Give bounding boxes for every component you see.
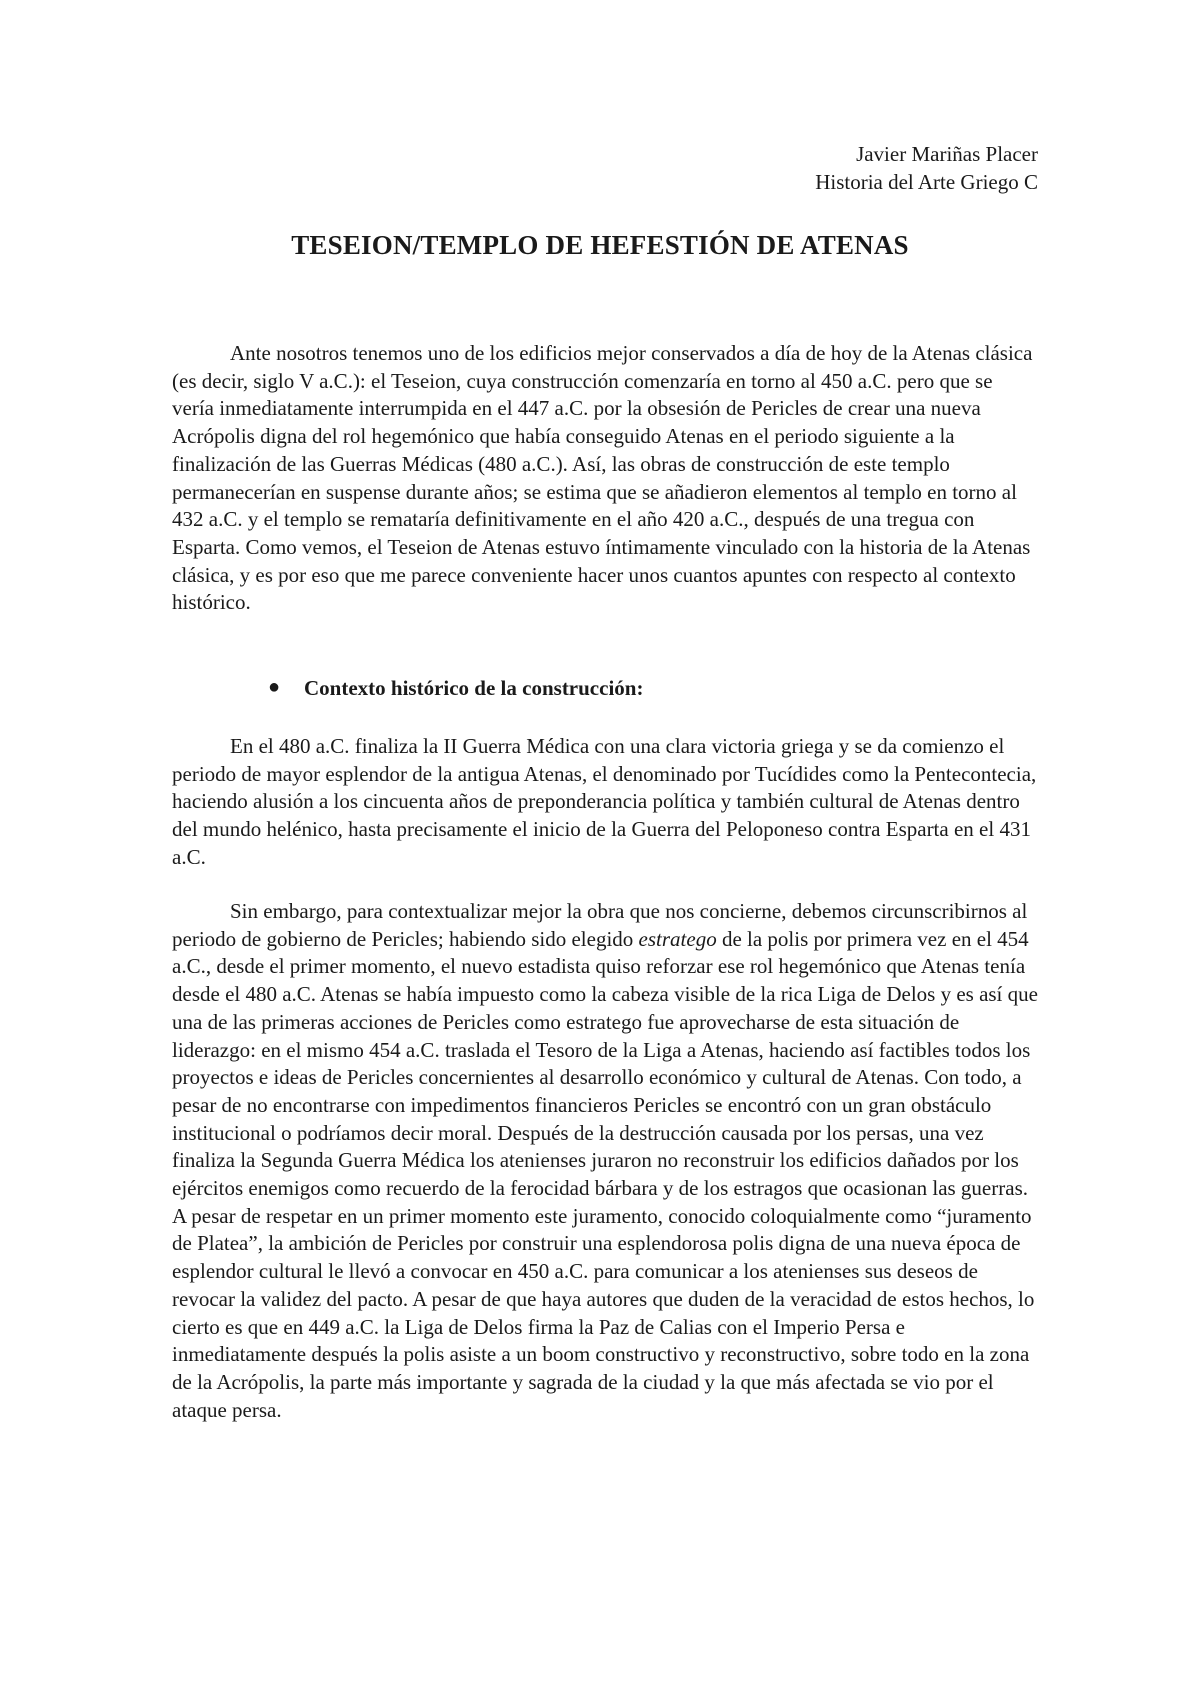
intro-paragraph bbox=[172, 340, 1038, 617]
author-block bbox=[815, 140, 1038, 196]
section-heading: Contexto histórico de la construcción: bbox=[304, 676, 644, 700]
bullet-icon: ● bbox=[268, 676, 281, 698]
context-paragraph-2 bbox=[172, 898, 1038, 1424]
intro-paragraph-text: Ante nosotros tenemos uno de los edificios mejor conservados a día de hoy de la Atenas clásica (es decir, siglo V a.C.): el Teseion, cuya construcción comenzaría en torno al 450 a.C. pero que se vería inmediatamente interrumpida en el 447 a.C. por la obsesión de Pericles de crear una nueva Acrópolis digna del rol hegemónico que había conseguido Atenas en el periodo siguiente a la finalización de las Guerras Médicas (480 a.C.). Así, las obras de construcción de este templo permanecerían en suspense durante años; se estima que se añadieron elementos al templo en torno al 432 a.C. y el templo se remataría definitivamente en el año 420 a.C., después de una tregua con Esparta. Como vemos, el Teseion de Atenas estuvo íntimamente vinculado con la historia de la Atenas clásica, y es por eso que me parece conveniente hacer unos cuantos apuntes con respecto al contexto histórico. bbox=[172, 341, 1033, 615]
document-title: TESEION/TEMPLO DE HEFESTIÓN DE ATENAS bbox=[291, 230, 909, 260]
context-paragraph-1-text: En el 480 a.C. finaliza la II Guerra Médica con una clara victoria griega y se da comienzo el periodo de mayor esplendor de la antigua Atenas, el denominado por Tucídides como la Pentecontecia, haciendo alusión a los cincuenta años de preponderancia política y también cultural de Atenas dentro del mundo helénico, hasta precisamente el inicio de la Guerra del Peloponeso contra Esparta en el 431 a.C. bbox=[172, 734, 1037, 869]
author-name: Javier Mariñas Placer bbox=[856, 142, 1038, 166]
italic-term: estratego bbox=[638, 926, 717, 951]
context-paragraph-1 bbox=[172, 733, 1038, 872]
context-paragraph-2-text-b: de la polis por primera vez en el 454 a.C., desde el primer momento, el nuevo estadista quiso reforzar ese rol hegemónico que Atenas tenía desde el 480 a.C. Atenas se había impuesto como la cabeza visible de la rica Liga de Delos y es así que una de las primeras acciones de Pericles como estratego fue aprovecharse de esta situación de liderazgo: en el mismo 454 a.C. traslada el Tesoro de la Liga a Atenas, haciendo así factibles todos los proyectos e ideas de Pericles concernientes al desarrollo económico y cultural de Atenas. Con todo, a pesar de no encontrarse con impedimentos financieros Pericles se encontró con un gran obstáculo institucional o podríamos decir moral. Después de la destrucción causada por los persas, una vez finaliza la Segunda Guerra Médica los atenienses juraron no reconstruir los edificios dañados por los ejércitos enemigos como recuerdo de la ferocidad bárbara y de los estragos que ocasionan las guerras. A pesar de respetar en un primer momento este juramento, conocido coloquialmente como “juramento de Platea”, la ambición de Pericles por construir una esplendorosa polis digna de una nueva época de esplendor cultural le llevó a convocar en 450 a.C. para comunicar a los atenienses sus deseos de revocar la validez del pacto. A pesar de que haya autores que duden de la veracidad de estos hechos, lo cierto es que en 449 a.C. la Liga de Delos firma la Paz de Calias con el Imperio Persa e inmediatamente después la polis asiste a un boom constructivo y reconstructivo, sobre todo en la zona de la Acrópolis, la parte más importante y sagrada de la ciudad y la que más afectada se vio por el ataque persa. bbox=[172, 926, 1038, 1422]
course-name: Historia del Arte Griego C bbox=[815, 170, 1038, 194]
context-paragraph-2-text-a: Sin embargo, para contextualizar mejor la obra que nos concierne, debemos circunscribirnos al periodo de gobierno de Pericles; habiendo sido elegido bbox=[172, 899, 1028, 951]
